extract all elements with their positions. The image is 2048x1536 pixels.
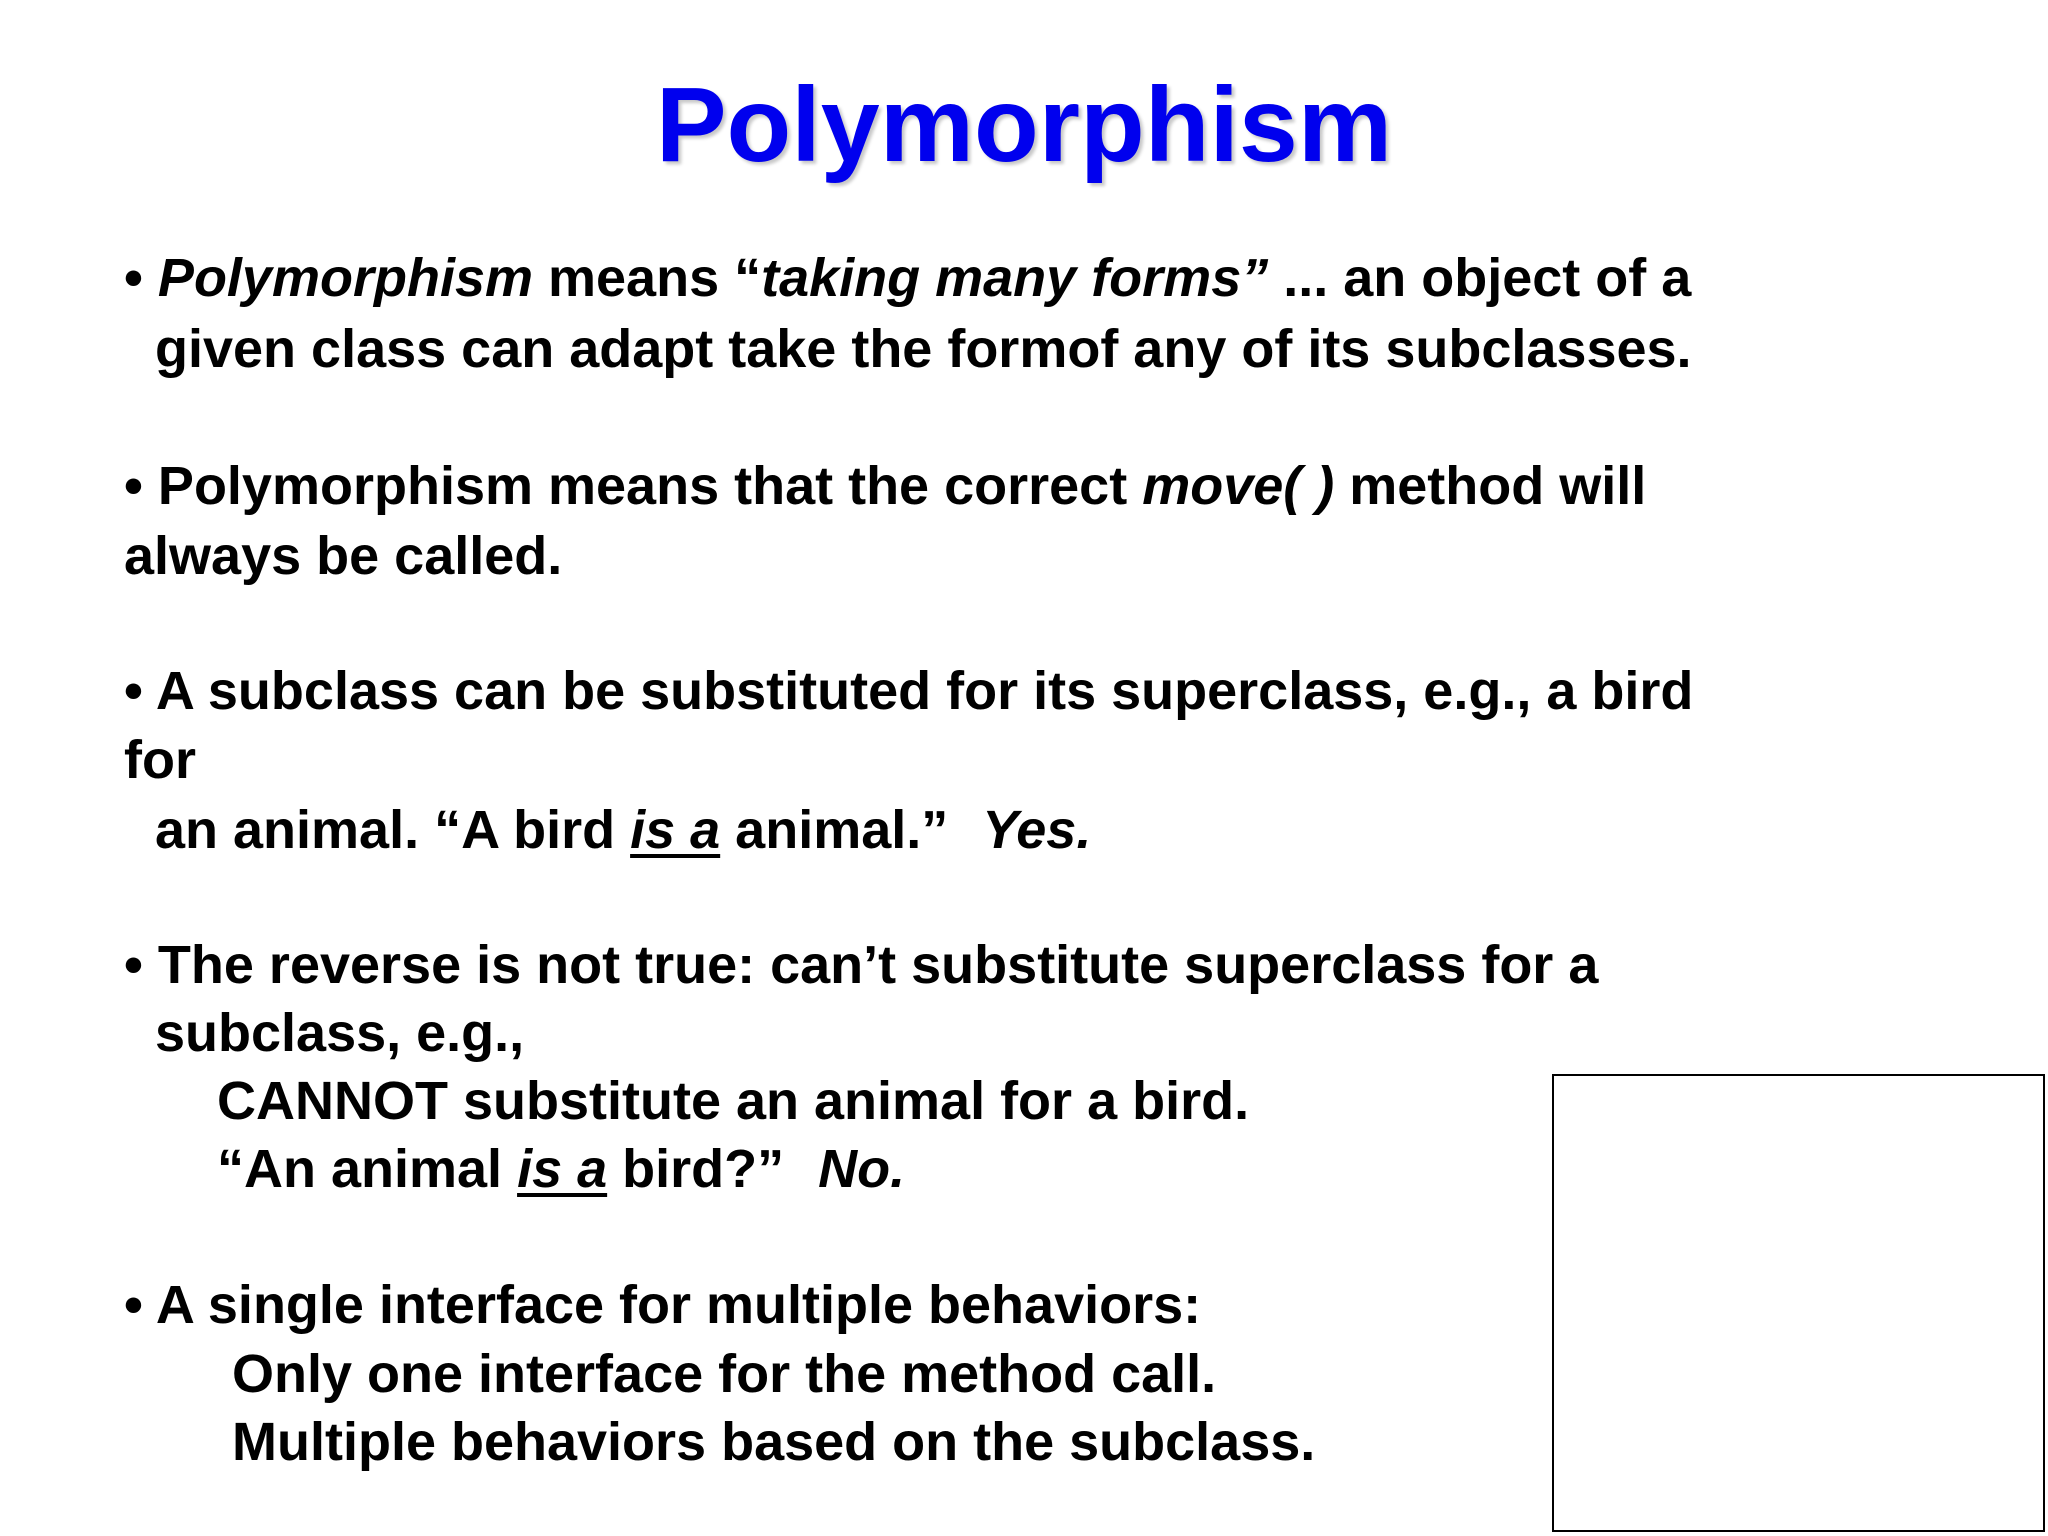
polymorphism-term: Polymorphism (157, 248, 533, 308)
bullet-4-line-3: CANNOT substitute an animal for a bird. (217, 1071, 1250, 1131)
bullet-4-line-4 (217, 1139, 906, 1199)
bullet-4-line-1 (124, 935, 1599, 995)
bullet-icon: • (124, 456, 143, 516)
bullet-5-line-2: Only one interface for the method call. (232, 1344, 1217, 1404)
slide-title: Polymorphism (655, 66, 1393, 184)
bullet-3-line-1 (124, 661, 1694, 721)
reverse-not-true-text: The reverse is not true: can’t substitute superclass for a (157, 935, 1599, 995)
means-text: means “ (533, 248, 762, 308)
method-will-text: method will (1334, 456, 1647, 516)
bullet-5-line-3: Multiple behaviors based on the subclass. (232, 1412, 1316, 1472)
bullet-icon: • (124, 661, 143, 721)
bullet-4-line-2: subclass, e.g., (155, 1003, 525, 1063)
bullet-icon: • (124, 248, 143, 308)
correct-text: Polymorphism means that the correct (157, 456, 1143, 516)
bullet-3-line-3 (155, 800, 1092, 860)
object-text: ... an object of a (1268, 248, 1692, 308)
animal-bird-question: “An animal (217, 1139, 518, 1199)
single-interface-text: A single interface for multiple behaviors: (155, 1275, 1202, 1335)
bullet-2-line-2: always be called. (124, 526, 563, 586)
bullet-1-line-1 (124, 248, 1692, 308)
bullet-2-line-1 (124, 456, 1647, 516)
is-a-emphasis: is a (630, 800, 721, 860)
taking-many-forms-phrase: taking many forms” (761, 248, 1269, 308)
bullet-5-line-1 (124, 1275, 1202, 1335)
subclass-substituted-text: A subclass can be substituted for its superclass, e.g., a bird (155, 661, 1694, 721)
bullet-icon: • (124, 1275, 143, 1335)
move-method: move( ) (1142, 456, 1335, 516)
is-a-emphasis: is a (517, 1139, 608, 1199)
no-answer: No. (818, 1139, 906, 1199)
bird-question-text: bird?” (607, 1139, 785, 1199)
bird-animal-text: an animal. “A bird (155, 800, 631, 860)
yes-answer: Yes. (982, 800, 1092, 860)
animal-text: animal.” (720, 800, 949, 860)
bullet-1-line-2: given class can adapt take the formof any of its subclasses. (155, 319, 1692, 379)
bullet-3-line-2: for (124, 730, 196, 790)
bullet-icon: • (124, 935, 143, 995)
empty-image-frame (1552, 1074, 2045, 1532)
